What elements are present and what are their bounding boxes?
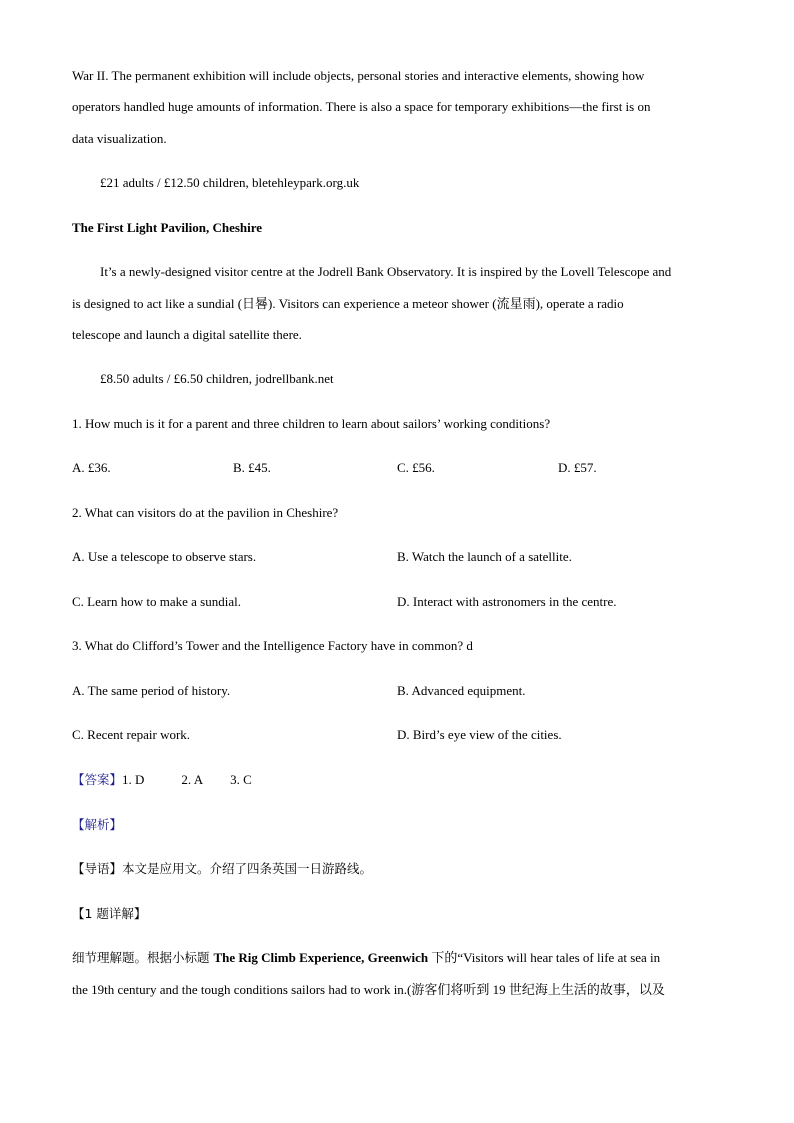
pavilion-paragraph-line-1: It’s a newly-designed visitor centre at the Jodrell Bank Observatory. It is inspired by the Lovell Telescope and <box>100 264 672 279</box>
detail-paragraph-line-2: the 19th century and the tough conditions sailors had to work in.(游客们将听到 19 世纪海上生活的故事，以及 <box>72 982 665 997</box>
guide-label: 【导语】 <box>72 861 123 876</box>
pavilion-price: £8.50 adults / £6.50 children, jodrellbank.net <box>100 371 334 386</box>
question-3-option-c: C. Recent repair work. <box>72 727 191 742</box>
question-2-option-a: A. Use a telescope to observe stars. <box>72 549 257 564</box>
question-1-option-c: C. £56. <box>397 460 435 475</box>
bletchley-paragraph-line-2: operators handled huge amounts of information. There is also a space for temporary exhibitions—the first is on <box>72 99 651 114</box>
question-1-option-d: D. £57. <box>558 460 597 475</box>
pavilion-heading: The First Light Pavilion, Cheshire <box>72 220 263 235</box>
question-1-option-a: A. £36. <box>72 460 111 475</box>
question-2-option-d: D. Interact with astronomers in the centre. <box>397 594 617 609</box>
guide-text: 本文是应用文。介绍了四条英国一日游路线。 <box>122 861 373 876</box>
pavilion-paragraph-line-2: is designed to act like a sundial (日晷). Visitors can experience a meteor shower (流星雨), operate a radio <box>72 296 624 311</box>
question-2-option-c: C. Learn how to make a sundial. <box>72 594 241 609</box>
pavilion-paragraph-line-3: telescope and launch a digital satellite there. <box>72 327 302 342</box>
answer-label: 【答案】 <box>72 772 123 787</box>
question-3-option-d: D. Bird’s eye view of the cities. <box>397 727 562 742</box>
question-2-option-b: B. Watch the launch of a satellite. <box>397 549 572 564</box>
detail-line-1-intro: 细节理解题。根据小标题 <box>72 950 214 965</box>
question-3-option-b: B. Advanced equipment. <box>397 683 526 698</box>
detail-paragraph-line-1 <box>72 950 660 966</box>
answer-item-1: 1. D <box>122 772 145 787</box>
question-2-stem: 2. What can visitors do at the pavilion in Cheshire? <box>72 505 339 520</box>
bletchley-paragraph-line-3: data visualization. <box>72 131 167 146</box>
detail-line-1-subtitle: The Rig Climb Experience, Greenwich <box>213 950 429 965</box>
answer-item-3: 3. C <box>230 772 252 787</box>
guide-line <box>72 861 372 877</box>
bletchley-paragraph-line-1: War II. The permanent exhibition will include objects, personal stories and interactive elements, showing how <box>72 68 645 83</box>
detail-line-1-quote: 下的“Visitors will hear tales of life at sea in <box>428 950 661 965</box>
question-1-option-b: B. £45. <box>233 460 271 475</box>
bletchley-price: £21 adults / £12.50 children, bletehleypark.org.uk <box>100 175 360 190</box>
detail-label: 【1 题详解】 <box>72 906 147 921</box>
question-1-stem: 1. How much is it for a parent and three children to learn about sailors’ working conditions? <box>72 416 551 431</box>
answer-item-2: 2. A <box>181 772 204 787</box>
analysis-label: 【解析】 <box>72 817 123 832</box>
question-3-stem: 3. What do Clifford’s Tower and the Intelligence Factory have in common? d <box>72 638 473 653</box>
answer-line <box>72 772 252 788</box>
question-3-option-a: A. The same period of history. <box>72 683 231 698</box>
